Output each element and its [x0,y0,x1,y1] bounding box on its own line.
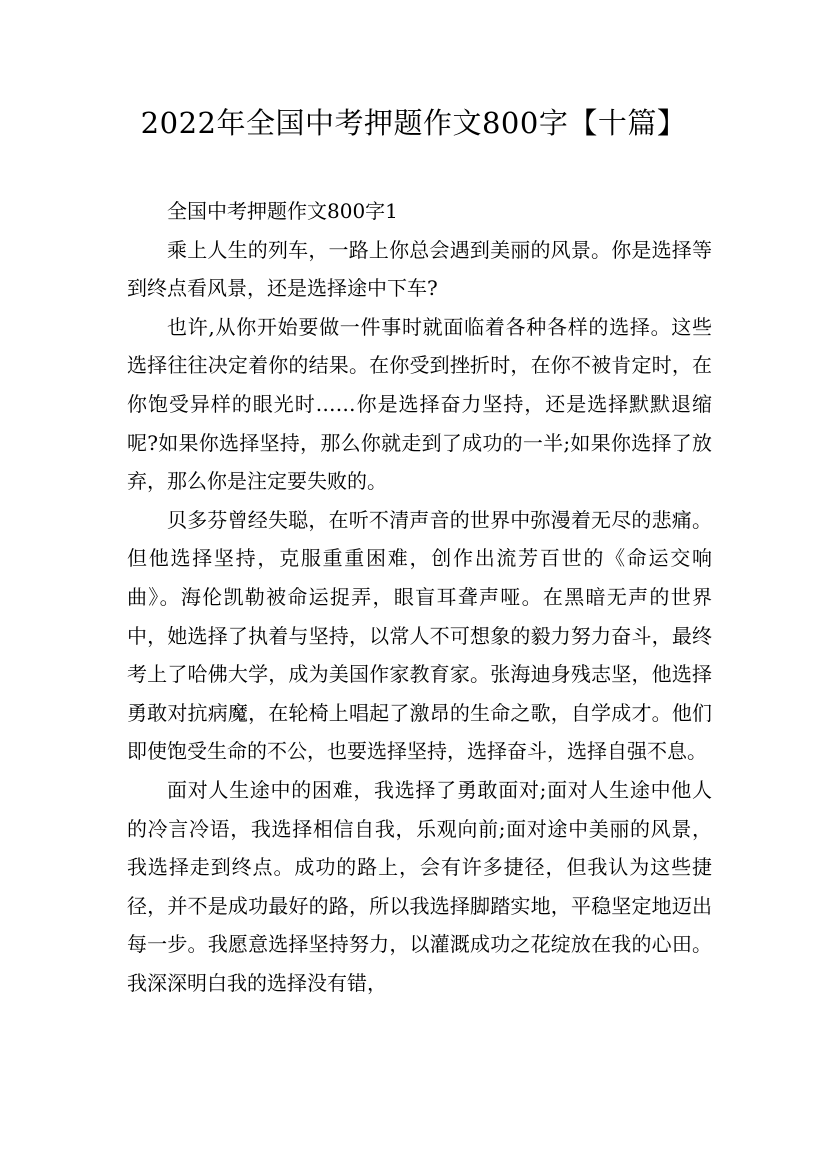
paragraph: 面对人生途中的困难，我选择了勇敢面对;面对人生途中他人的冷言冷语，我选择相信自我，乐观向前;面对途中美丽的风景，我选择走到终点。成功的路上，会有许多捷径，但我认为这些捷径，并不是成功最好的路，所以我选择脚踏实地，平稳坚定地迈出每一步。我愿意选择坚持努力，以灌溉成功之花绽放在我的心田。我深深明白我的选择没有错， [127,777,712,995]
document-title: 2022年全国中考押题作文800字【十篇】 [140,106,687,140]
paragraph: 贝多芬曾经失聪，在听不清声音的世界中弥漫着无尽的悲痛。但他选择坚持，克服重重困难，创作出流芳百世的《命运交响曲》。海伦凯勒被命运捉弄，眼盲耳聋声哑。在黑暗无声的世界中，她选择了执着与坚持，以常人不可想象的毅力努力奋斗，最终考上了哈佛大学，成为美国作家教育家。张海迪身残志坚，他选择勇敢对抗病魔，在轮椅上唱起了激昂的生命之歌，自学成才。他们即使饱受生命的不公，也要选择坚持，选择奋斗，选择自强不息。 [127,507,712,764]
paragraph: 乘上人生的列车，一路上你总会遇到美丽的风景。你是选择等到终点看风景，还是选择途中下车? [127,237,712,301]
section-heading: 全国中考押题作文800字1 [167,199,398,223]
document-body [127,192,712,1002]
paragraph: 也许,从你开始要做一件事时就面临着各种各样的选择。这些选择往往决定着你的结果。在你受到挫折时，在你不被肯定时，在你饱受异样的眼光时……你是选择奋力坚持，还是选择默默退缩呢?如果你选择坚持，那么你就走到了成功的一半;如果你选择了放弃，那么你是注定要失败的。 [127,314,712,494]
